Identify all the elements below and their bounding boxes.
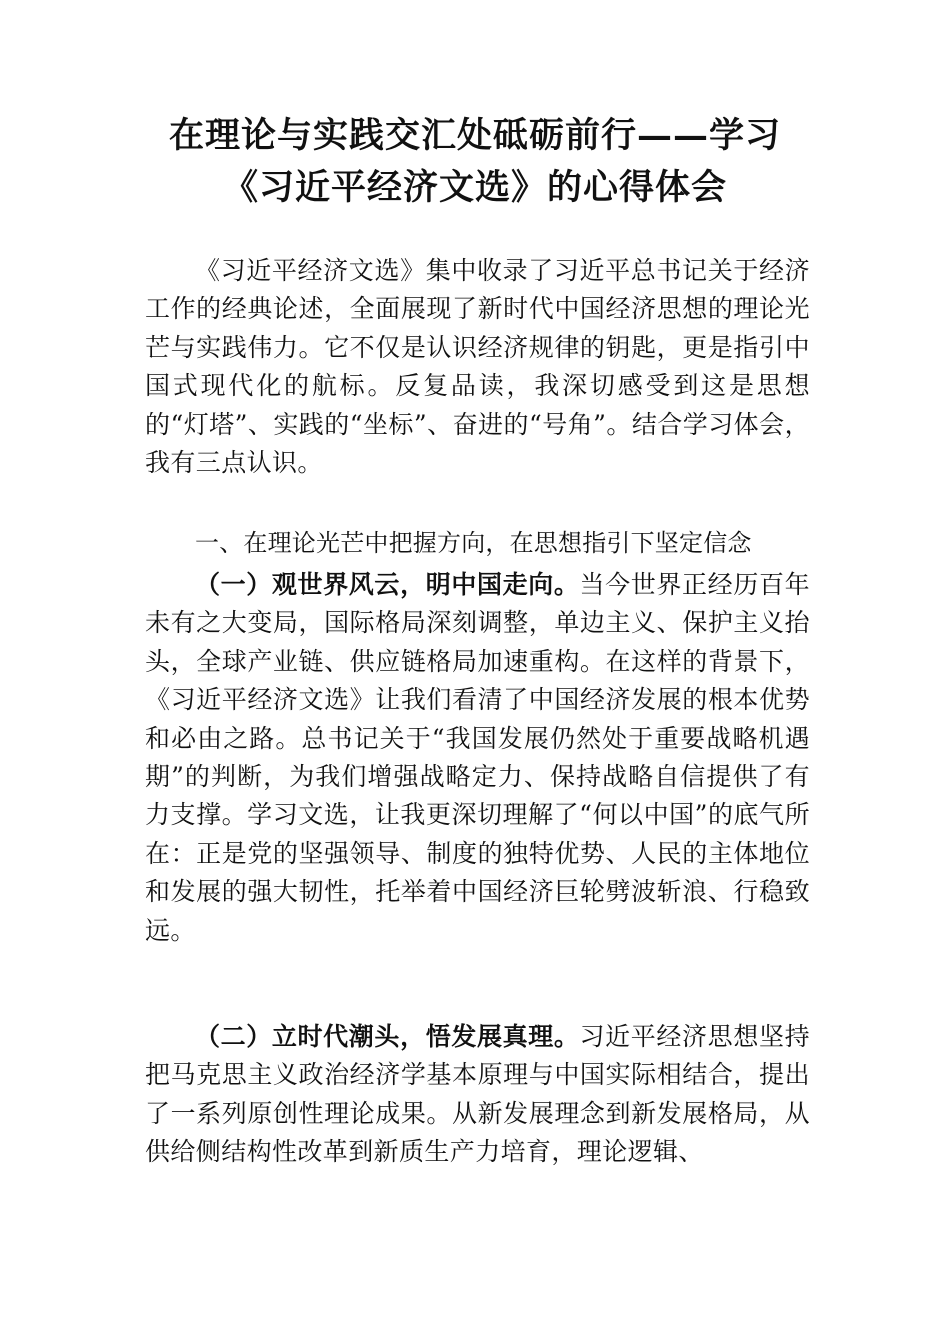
paragraph-2-body: 习近平经济思想坚持把马克思主义政治经济学基本原理与中国实际相结合，提出了一系列原创性理论成果。从新发展理念到新发展格局，从供给侧结构性改革到新质生产力培育，理论逻辑、 bbox=[145, 1022, 810, 1167]
section-heading-1: 一、在理论光芒中把握方向，在思想指引下坚定信念 bbox=[195, 529, 752, 557]
document-title-line-2: 《习近平经济文选》的心得体会 bbox=[222, 167, 727, 208]
paragraph-1-body: 当今世界正经历百年未有之大变局，国际格局深刻调整，单边主义、保护主义抬头，全球产业链、供应链格局加速重构。在这样的背景下，《习近平经济文选》让我们看清了中国经济发展的根本优势和必由之路。总书记关于“我国发展仍然处于重要战略机遇期”的判断，为我们增强战略定力、保持战略自信提供了有力支撑。学习文选，让我更深切理解了“何以中国”的底气所在：正是党的坚强领导、制度的独特优势、人民的主体地位和发展的强大韧性，托举着中国经济巨轮劈波斩浪、行稳致远。 bbox=[145, 570, 810, 945]
intro-paragraph: 《习近平经济文选》集中收录了习近平总书记关于经济工作的经典论述，全面展现了新时代中国经济思想的理论光芒与实践伟力。它不仅是认识经济规律的钥匙，更是指引中国式现代化的航标。反复品读，我深切感受到这是思想的“灯塔”、实践的“坐标”、奋进的“号角”。结合学习体会，我有三点认识。 bbox=[145, 256, 810, 478]
document-title-line-1: 在理论与实践交汇处砥砺前行——学习 bbox=[168, 115, 781, 156]
paragraph-1-lead: （一）观世界风云，明中国走向。 bbox=[195, 570, 580, 599]
paragraph-1 bbox=[145, 566, 810, 996]
paragraph-2 bbox=[145, 1018, 810, 1208]
paragraph-2-lead: （二）立时代潮头，悟发展真理。 bbox=[195, 1022, 580, 1051]
